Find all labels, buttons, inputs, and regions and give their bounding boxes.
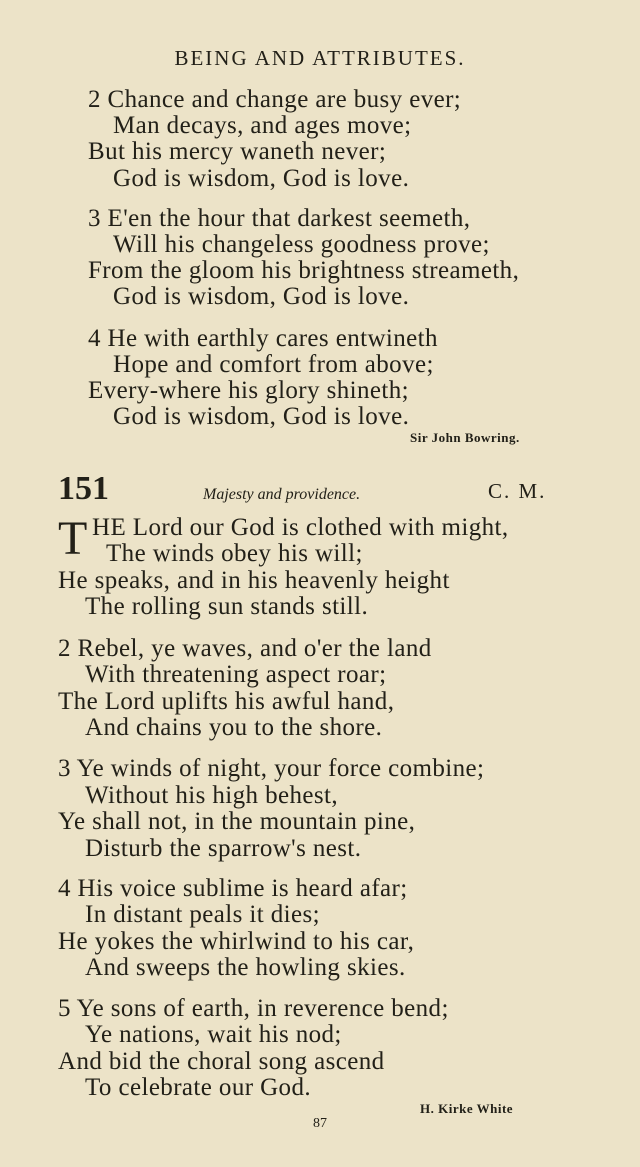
verse-line: Man decays, and ages move;	[113, 112, 412, 139]
verse-line: 2 Rebel, ye waves, and o'er the land	[58, 635, 432, 662]
verse-line: And chains you to the shore.	[85, 714, 383, 741]
verse-line: The winds obey his will;	[106, 540, 363, 567]
verse-line: God is wisdom, God is love.	[113, 283, 410, 310]
verse-line: Ye shall not, in the mountain pine,	[58, 808, 416, 835]
verse-line: Disturb the sparrow's nest.	[85, 835, 362, 862]
verse-line: Will his changeless goodness prove;	[113, 231, 490, 258]
verse-line: The Lord uplifts his awful hand,	[58, 688, 395, 715]
verse-line: From the gloom his brightness streameth,	[88, 257, 520, 284]
verse-line: God is wisdom, God is love.	[113, 165, 410, 192]
verse-line: And bid the choral song ascend	[58, 1048, 385, 1075]
author-attribution: Sir John Bowring.	[410, 430, 520, 445]
verse-line: Every-where his glory shineth;	[88, 377, 409, 404]
verse-line: 4 He with earthly cares entwineth	[88, 325, 438, 352]
verse-line: He yokes the whirlwind to his car,	[58, 928, 415, 955]
verse-line: And sweeps the howling skies.	[85, 954, 406, 981]
verse-line: 2 Chance and change are busy ever;	[88, 86, 462, 113]
drop-cap: T	[58, 512, 88, 565]
verse-line: The rolling sun stands still.	[85, 593, 369, 620]
verse-line: HE Lord our God is clothed with might,	[92, 514, 509, 541]
verse-line: 4 His voice sublime is heard afar;	[58, 875, 408, 902]
verse-line: To celebrate our God.	[85, 1074, 312, 1101]
hymn-meter: C. M.	[488, 479, 547, 503]
hymn-number: 151	[58, 470, 109, 507]
verse-line: In distant peals it dies;	[85, 901, 320, 928]
verse-line: He speaks, and in his heavenly height	[58, 567, 450, 594]
verse-line: God is wisdom, God is love.	[113, 403, 410, 430]
running-head: BEING AND ATTRIBUTES.	[174, 46, 466, 70]
verse-line: Ye nations, wait his nod;	[85, 1021, 342, 1048]
author-attribution: H. Kirke White	[420, 1101, 514, 1116]
verse-line: 3 Ye winds of night, your force combine;	[58, 755, 485, 782]
verse-line: Hope and comfort from above;	[113, 351, 434, 378]
verse-line: Without his high behest,	[85, 782, 339, 809]
hymn-title: Majesty and providence.	[203, 486, 361, 503]
verse-line: With threatening aspect roar;	[85, 661, 387, 688]
page-number: 87	[313, 1116, 327, 1131]
verse-line: But his mercy waneth never;	[88, 138, 387, 165]
verse-line: 5 Ye sons of earth, in reverence bend;	[58, 995, 449, 1022]
verse-line: 3 E'en the hour that darkest seemeth,	[88, 205, 471, 232]
